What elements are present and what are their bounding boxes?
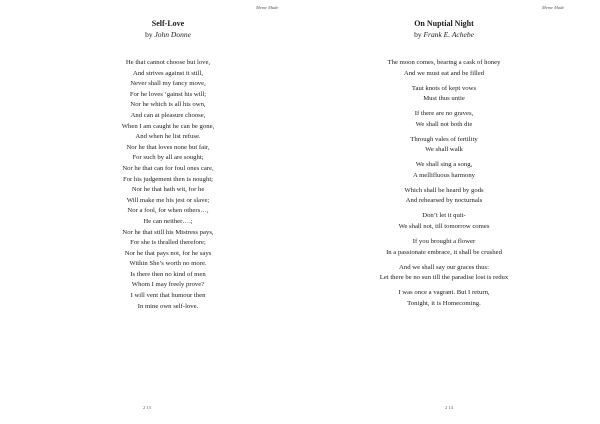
poem-line: Nor he that hath wit, for he [131, 186, 205, 194]
stanza [18, 58, 318, 312]
stanza [294, 84, 594, 105]
stanza [294, 263, 594, 284]
poem-line: Nor he that pays not, for he says [124, 249, 212, 257]
stanza [294, 237, 594, 258]
poem-line: If you brought a flower [412, 238, 476, 246]
poem-line: Whom I may freely prove? [131, 281, 205, 289]
stanza [294, 288, 594, 309]
poem-author: John Donne [154, 30, 191, 39]
poem-line: Will make me his jest or slave; [126, 196, 210, 204]
stanza [294, 135, 594, 156]
poem-line: We shall sing a song, [415, 161, 473, 169]
poem-line: If there are no graves, [414, 110, 474, 118]
poem-line: And rehearsed by nocturnals [405, 197, 483, 205]
poem-line: In mine own self-love. [137, 302, 199, 310]
stanza [294, 109, 594, 130]
poem-line: He can neither….; [143, 217, 193, 225]
poem-line: Nor he that loves none but fair, [126, 143, 210, 151]
poem-line: Which shall be heard by gods [404, 186, 484, 194]
poem-line: Nor he that still his Mistress pays, [122, 228, 214, 236]
poem-line: Nor a fool, for when others…, [127, 207, 209, 215]
poem-line: For his judgement then is nought; [122, 175, 214, 183]
poem-line: In a passionate embrace, it shall be crushed [386, 248, 502, 256]
stanza [294, 186, 594, 207]
stanza [294, 160, 594, 181]
poem-byline [18, 30, 318, 39]
poem-body [294, 58, 594, 314]
poem-line: I will vent that humour then [130, 292, 206, 300]
stanza [294, 211, 594, 232]
poem-line: When I am caught he can be gone, [121, 122, 215, 130]
poem-line: Within She’s worth no more. [129, 260, 207, 268]
poem-line: And we shall say our graces thus: [399, 263, 489, 271]
poem-line: He that cannot choose but love, [125, 59, 211, 66]
poem-line: Through vales of fertility [410, 135, 478, 143]
poem-line: We shall walk [425, 146, 463, 154]
poem-line: We shall not, till tomorrow comes [398, 223, 490, 231]
poem-line: For such by all are sought; [132, 154, 204, 162]
poem-line: We shall not both die [415, 120, 473, 128]
poem-line: I was once a vagrant. But I return, [398, 289, 490, 297]
poem-line: And strives against it still, [132, 69, 204, 77]
poem-line: Don’t let it quit- [422, 212, 466, 220]
byline-prefix: by [414, 30, 422, 39]
poem-line: Let there be no sun till the paradise lost is redux [379, 274, 509, 282]
running-header: Meme Made [256, 5, 279, 10]
poem-line: Nor he which is all his own, [130, 101, 206, 109]
poem-line: For she is thralled therefore; [130, 239, 206, 247]
poem-title: On Nuptial Night [414, 19, 474, 28]
byline-prefix: by [145, 30, 153, 39]
poem-line: Is there then no kind of men [130, 270, 206, 278]
page-number: 2 13 [143, 405, 151, 410]
poem-line: Nor he that can for foul ones care, [122, 164, 214, 172]
poem-line: A mellifluous harmony [412, 171, 476, 179]
right-page [300, 0, 600, 424]
poem-byline [294, 30, 594, 39]
poem-title: Self-Love [151, 19, 185, 28]
poem-line: The moon comes, bearing a cask of honey [387, 59, 501, 66]
poem-body [18, 58, 318, 317]
running-header: Meme Made [542, 5, 565, 10]
poem-line: Never shall my fancy move, [130, 80, 206, 88]
poem-line: And can at pleasure choose, [130, 111, 206, 119]
poem-line: And we must eat and be filled [403, 69, 485, 77]
stanza [294, 58, 594, 79]
poem-line: Tonight, it is Homecoming. [407, 299, 481, 307]
page-number: 2 14 [445, 405, 453, 410]
poem-line: Taut knots of kept vows [411, 84, 477, 92]
poem-line: Must thus untie [423, 95, 465, 103]
poem-author: Frank E. Achebe [423, 30, 474, 39]
poem-line: And when he list refuse. [135, 133, 201, 141]
poem-line: For he loves ‘gainst his will; [129, 90, 207, 98]
